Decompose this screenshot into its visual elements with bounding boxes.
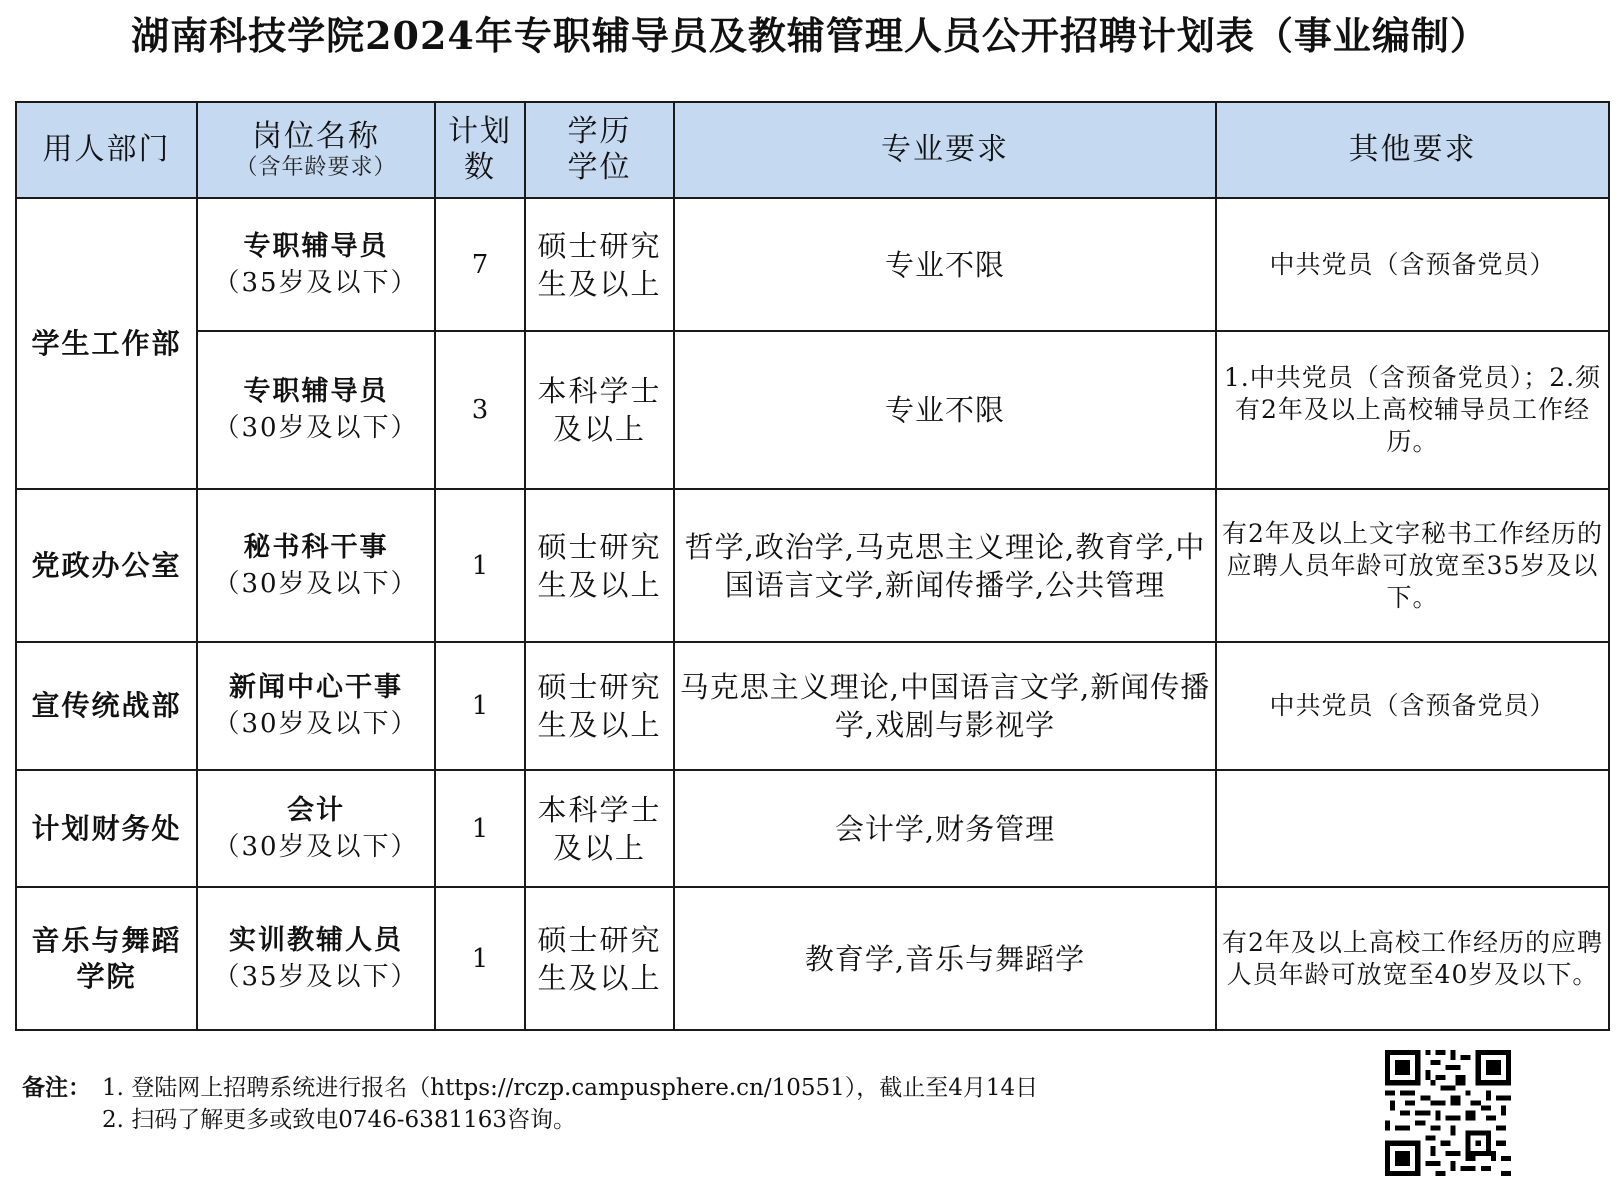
dept-cell: 宣传统战部 [16, 642, 197, 770]
position-age: （30岁及以下） [213, 709, 419, 739]
education-cell: 硕士研究生及以上 [525, 887, 674, 1030]
position-name: 专职辅导员 [243, 230, 389, 262]
notes-line-2: 2. 扫码了解更多或致电0746-6381163咨询。 [102, 1107, 576, 1133]
notes-label: 备注： [22, 1074, 91, 1101]
qr-code-icon [1385, 1050, 1511, 1176]
other-cell: 有2年及以上文字秘书工作经历的应聘人员年龄可放宽至35岁及以下。 [1216, 489, 1609, 642]
position-cell [197, 887, 435, 1030]
table-row [16, 331, 1609, 489]
education-cell: 硕士研究生及以上 [525, 198, 674, 331]
major-cell: 哲学,政治学,马克思主义理论,教育学,中国语言文学,新闻传播学,公共管理 [674, 489, 1216, 642]
education-cell: 硕士研究生及以上 [525, 642, 674, 770]
table-row [16, 770, 1609, 887]
table-row [16, 198, 1609, 331]
other-cell: 有2年及以上高校工作经历的应聘人员年龄可放宽至40岁及以下。 [1216, 887, 1609, 1030]
count-cell: 1 [435, 770, 525, 887]
major-cell: 专业不限 [674, 198, 1216, 331]
position-age: （30岁及以下） [213, 831, 419, 862]
education-cell: 本科学士及以上 [525, 770, 674, 887]
header-education: 学历 学位 [525, 102, 674, 198]
position-age: （35岁及以下） [213, 267, 419, 298]
dept-cell: 学生工作部 [16, 198, 197, 489]
education-cell: 硕士研究生及以上 [525, 489, 674, 642]
other-cell: 1.中共党员（含预备党员）；2.须有2年及以上高校辅导员工作经历。 [1216, 331, 1609, 489]
position-age: （30岁及以下） [213, 568, 419, 599]
position-age: （35岁及以下） [213, 961, 419, 992]
position-name: 新闻中心干事 [229, 672, 403, 703]
other-cell: 中共党员（含预备党员） [1216, 198, 1609, 331]
count-cell: 1 [435, 887, 525, 1030]
position-cell [197, 770, 435, 887]
position-cell [197, 331, 435, 489]
header-dept: 用人部门 [16, 102, 197, 198]
table-row [16, 642, 1609, 770]
table-row [16, 887, 1609, 1030]
page-title: 湖南科技学院2024年专职辅导员及教辅管理人员公开招聘计划表（事业编制） [131, 13, 1489, 58]
notes-section [22, 1072, 1038, 1136]
count-cell: 1 [435, 642, 525, 770]
header-position-sub: （含年龄要求） [235, 155, 397, 180]
dept-cell: 音乐与舞蹈学院 [16, 887, 197, 1030]
count-cell: 7 [435, 198, 525, 331]
position-name: 秘书科干事 [243, 531, 389, 563]
header-position: 岗位名称 （含年龄要求） [197, 102, 435, 198]
header-other: 其他要求 [1216, 102, 1609, 198]
other-cell: 中共党员（含预备党员） [1216, 642, 1609, 770]
major-cell: 马克思主义理论,中国语言文学,新闻传播学,戏剧与影视学 [674, 642, 1216, 770]
dept-cell: 党政办公室 [16, 489, 197, 642]
position-cell [197, 489, 435, 642]
header-count: 计划 数 [435, 102, 525, 198]
header-major: 专业要求 [674, 102, 1216, 198]
major-cell: 专业不限 [674, 331, 1216, 489]
recruitment-plan-table [15, 101, 1610, 1031]
position-name: 专职辅导员 [243, 376, 389, 407]
position-name: 会计 [287, 794, 345, 826]
position-cell [197, 198, 435, 331]
position-cell [197, 642, 435, 770]
other-cell [1216, 770, 1609, 887]
dept-cell: 计划财务处 [16, 770, 197, 887]
education-cell: 本科学士及以上 [525, 331, 674, 489]
table-row [16, 489, 1609, 642]
major-cell: 教育学,音乐与舞蹈学 [674, 887, 1216, 1030]
position-name: 实训教辅人员 [229, 924, 403, 956]
notes-line-1: 1. 登陆网上招聘系统进行报名（https://rczp.campusphere.cn/10551），截止至4月14日 [102, 1075, 1039, 1101]
major-cell: 会计学,财务管理 [674, 770, 1216, 887]
count-cell: 1 [435, 489, 525, 642]
table-header-row [16, 102, 1609, 198]
position-age: （30岁及以下） [213, 413, 419, 443]
count-cell: 3 [435, 331, 525, 489]
